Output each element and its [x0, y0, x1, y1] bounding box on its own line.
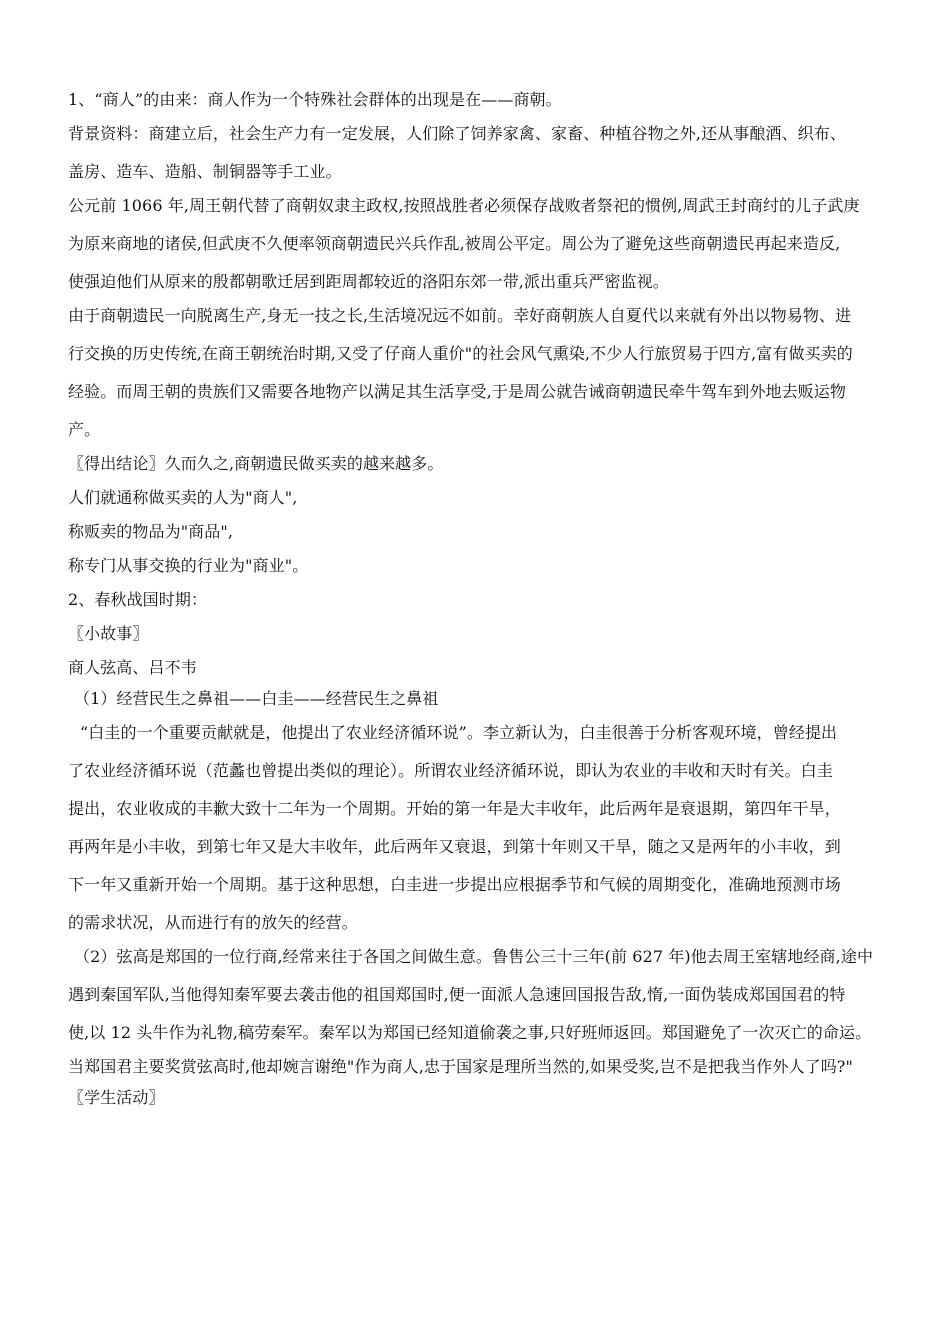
paragraph-line: 使,以 12 头牛作为礼物,稿劳秦军。秦军以为郑国已经知道偷袭之事,只好班师返回。郑国避免了一次灭亡的命运。: [68, 1023, 872, 1042]
conclusion-line: 人们就通称做买卖的人为"商人",: [68, 488, 298, 507]
paragraph-line: 提出，农业收成的丰歉大致十二年为一个周期。开始的第一年是大丰收年，此后两年是衰退期，第四年干旱，: [68, 799, 841, 818]
paragraph-line: 为原来商地的诸侯,但武庚不久便率领商朝遗民兴兵作乱,被周公平定。周公为了避免这些商朝遗民再起来造反,: [68, 234, 841, 253]
paragraph-line: 当郑国君主要奖赏弦高时,他却婉言谢绝"作为商人,忠于国家是理所当然的,如果受奖,岂不是把我当作外人了吗?": [68, 1057, 853, 1076]
paragraph-line: 盖房、造车、造船、制铜器等手工业。: [68, 162, 342, 181]
section-label-student-activity: 〖学生活动〗: [68, 1088, 165, 1107]
document-page: [68, 90, 894, 1108]
paragraph-line: 遇到秦国军队,当他得知秦军要去袭击他的祖国郑国时,便一面派人急速回国报告敌,惰,一面伪装成郑国国君的特: [68, 985, 846, 1004]
paragraph-line: 由于商朝遗民一向脱离生产,身无一技之长,生活境况远不如前。幸好商朝族人自夏代以来就有外出以物易物、进: [68, 306, 852, 325]
conclusion-line: 〖得出结论〗久而久之,商朝遗民做买卖的越来越多。: [68, 454, 444, 473]
paragraph-line: 再两年是小丰收，到第七年又是大丰收年，此后两年又衰退，到第十年则又干旱，随之又是两年的小丰收，到: [68, 837, 841, 856]
heading-spring-autumn: 2、春秋战国时期：: [68, 590, 208, 609]
paragraph-line: 产。: [68, 420, 101, 439]
section-label-story: 〖小故事〗: [68, 624, 149, 643]
paragraph-line: 商人弦高、吕不韦: [68, 658, 197, 677]
paragraph-line: 背景资料：商建立后，社会生产力有一定发展，人们除了饲养家禽、家畜、种植谷物之外,还从事酿酒、织布、: [68, 124, 846, 143]
paragraph-line: 使强迫他们从原来的殷都朝歌迁居到距周都较近的洛阳东郊一带,派出重兵严密监视。: [68, 272, 669, 291]
paragraph-line: 的需求状况，从而进行有的放矢的经营。: [68, 913, 358, 932]
paragraph-line: 经验。而周王朝的贵族们又需要各地物产以满足其生活享受,于是周公就告诫商朝遗民牵牛驾车到外地去贩运物: [68, 382, 846, 401]
paragraph-line: “白圭的一个重要贡献就是，他提出了农业经济循环说”。李立新认为，白圭很善于分析客观环境，曾经提出: [80, 723, 838, 742]
subheading-baigui: （1）经营民生之鼻祖——白圭——经营民生之鼻祖: [74, 689, 439, 708]
conclusion-line: 称贩卖的物品为"商品",: [68, 522, 234, 541]
heading-merchant-origin: 1、“商人”的由来：商人作为一个特殊社会群体的出现是在——商朝。: [68, 90, 562, 109]
paragraph-line: 公元前 1066 年,周王朝代替了商朝奴隶主政权,按照战胜者必须保存战败者祭祀的惯例,周武王封商纣的儿子武庚: [68, 196, 860, 215]
paragraph-line: 下一年又重新开始一个周期。基于这种思想，白圭进一步提出应根据季节和气候的周期变化，准确地预测市场: [68, 875, 841, 894]
paragraph-line: 了农业经济循环说（范蠡也曾提出类似的理论）。所谓农业经济循环说，即认为农业的丰收和天时有关。白圭: [68, 761, 833, 780]
conclusion-line: 称专门从事交换的行业为"商业"。: [68, 556, 309, 575]
subheading-xiangao: （2）弦高是郑国的一位行商,经常来往于各国之间做生意。鲁售公三十三年(前 627 年)他去周王室辖地经商,途中: [74, 947, 874, 966]
paragraph-line: 行交换的历史传统,在商王朝统治时期,又受了仔商人重价"的社会风气熏染,不少人行旅贸易于四方,富有做买卖的: [68, 344, 853, 363]
